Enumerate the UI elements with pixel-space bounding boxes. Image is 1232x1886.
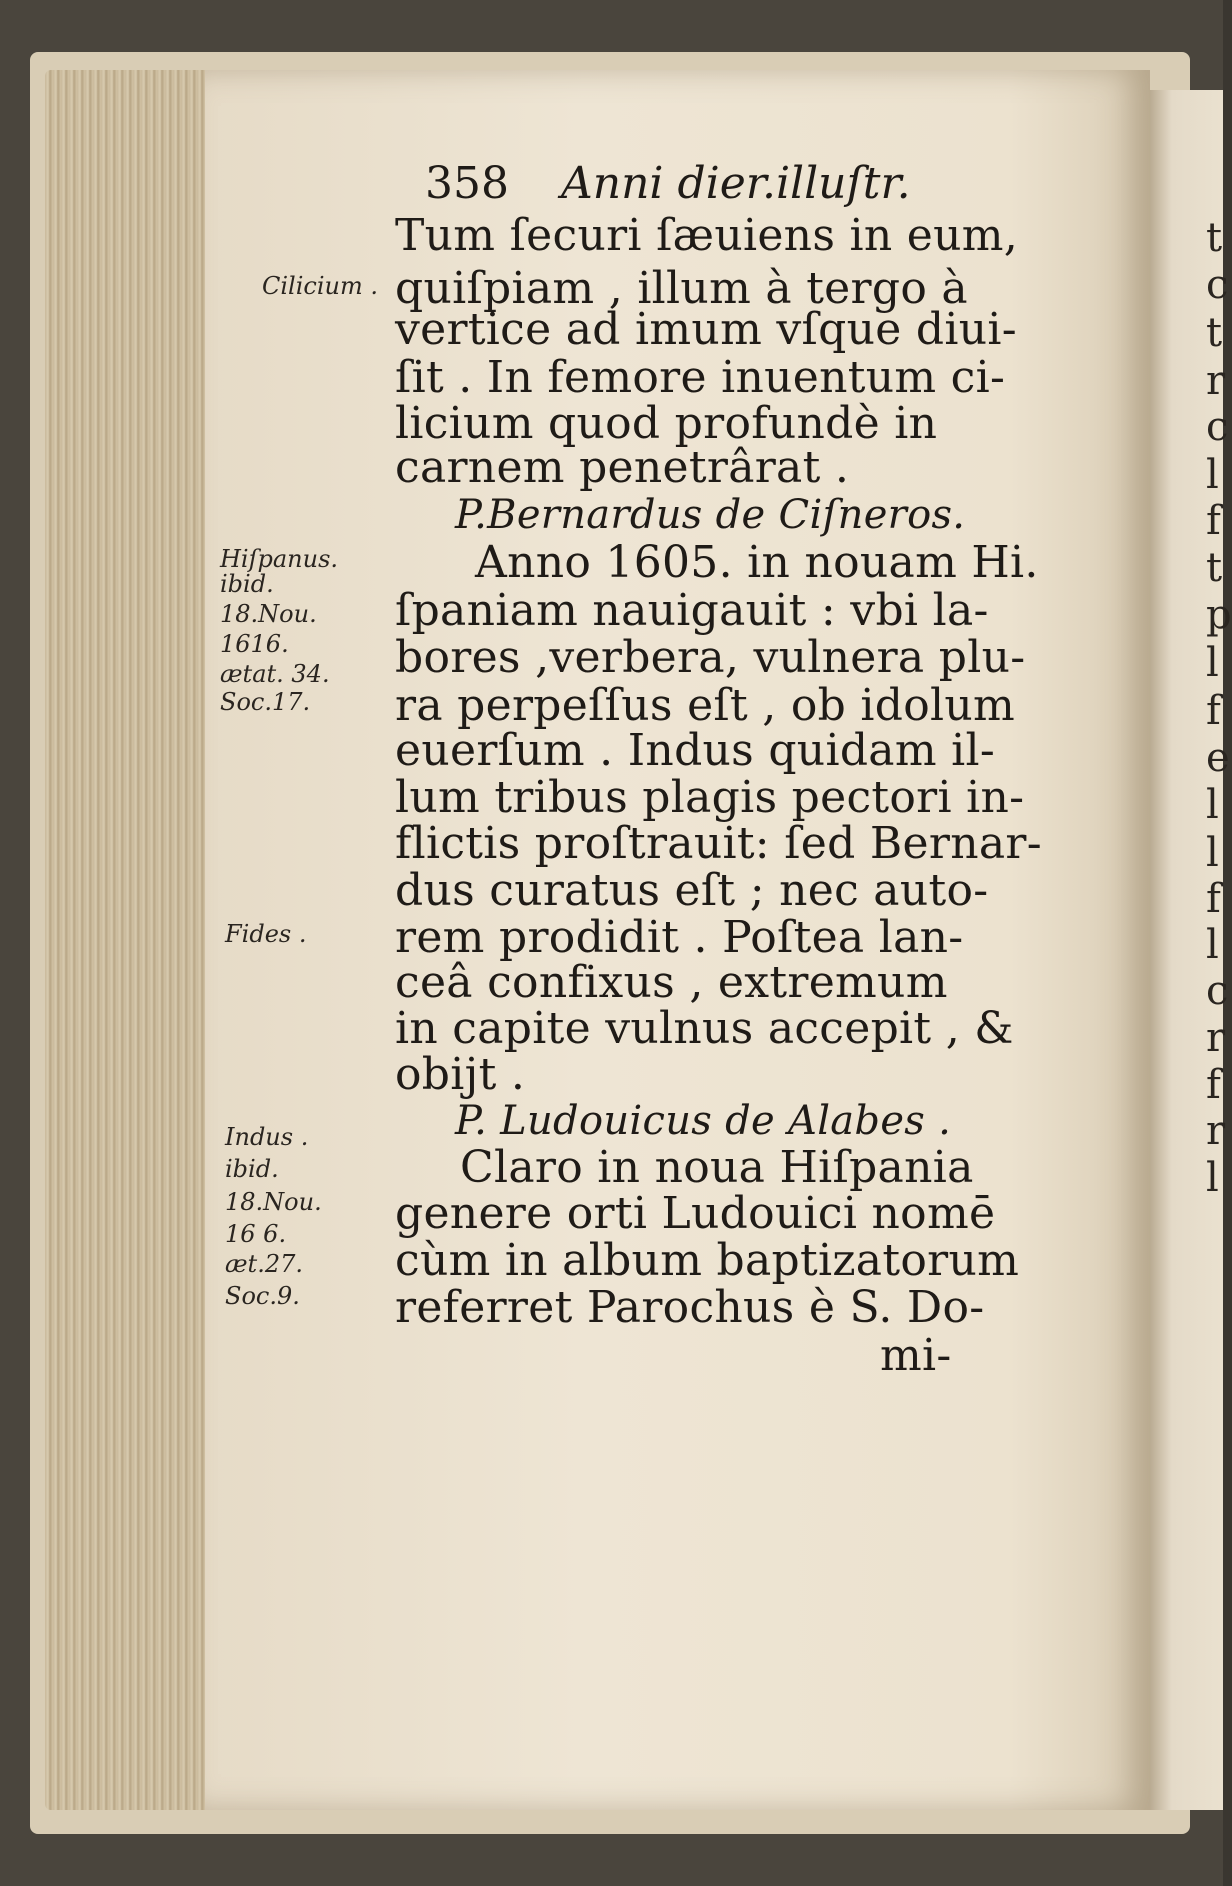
text-line: carnem penetrârat .	[395, 442, 850, 493]
text-line: flictis proſtrauit: ſed Bernar-	[395, 818, 1042, 869]
section-heading: P.Bernardus de Ciſneros.	[455, 492, 966, 538]
margin-note: Indus .	[225, 1123, 309, 1151]
text-line: ſit . In femore inuentum ci-	[395, 352, 1006, 403]
text-line: in capite vulnus accepit , &	[395, 1003, 1014, 1054]
margin-note: 18.Nou.	[225, 1188, 322, 1216]
facing-letter: l	[1206, 830, 1219, 876]
facing-letter: t	[1206, 215, 1223, 261]
margin-note: Fides .	[225, 920, 307, 948]
facing-letter: c	[1206, 262, 1229, 308]
margin-note: ibid.	[225, 1155, 279, 1183]
margin-note: Cilicium .	[262, 272, 378, 300]
facing-letter: l	[1206, 452, 1219, 498]
facing-letter: t	[1206, 310, 1223, 356]
facing-letter: r	[1206, 1108, 1226, 1154]
text-line: cùm in album baptizatorum	[395, 1235, 1020, 1286]
text-line: Claro in noua Hiſpania	[460, 1142, 974, 1193]
text-line: euerſum . Indus quidam il-	[395, 725, 996, 776]
facing-letter: l	[1206, 922, 1219, 968]
margin-note: ætat. 34.	[220, 660, 330, 688]
facing-letter: c	[1206, 968, 1229, 1014]
text-line: Anno 1605. in nouam Hi.	[475, 537, 1039, 588]
margin-note: 1616.	[220, 630, 289, 658]
facing-letter: r	[1206, 358, 1226, 404]
text-line: ſpaniam nauigauit : vbi la-	[395, 585, 989, 636]
running-header	[425, 158, 911, 209]
margin-note: ibid.	[220, 570, 274, 598]
margin-note: Soc.9.	[225, 1282, 300, 1310]
text-line: referret Parochus è S. Do-	[395, 1282, 985, 1333]
page-number: 358	[425, 158, 509, 209]
text-line: Tum ſecuri ſæuiens in eum,	[395, 210, 1019, 261]
facing-letter: l	[1206, 1155, 1219, 1201]
facing-letter: f	[1206, 1062, 1221, 1108]
text-line: dus curatus eſt ; nec auto-	[395, 865, 989, 916]
facing-letter: e	[1206, 735, 1230, 781]
text-line: lum tribus plagis pectori in-	[395, 772, 1025, 823]
text-line: ra perpeſſus eſt , ob idolum	[395, 680, 1016, 731]
facing-letter: r	[1206, 1015, 1226, 1061]
text-line: rem prodidit . Poſtea lan-	[395, 912, 964, 963]
running-title: Anni dier.illuſtr.	[560, 158, 911, 209]
text-line: licium quod profundè in	[395, 398, 938, 449]
facing-letter: f	[1206, 498, 1221, 544]
margin-note: æt.27.	[225, 1250, 303, 1278]
text-line: vertice ad imum vſque diui-	[395, 304, 1017, 355]
facing-letter: p	[1206, 592, 1232, 638]
section-heading: P. Ludouicus de Alabes .	[455, 1098, 952, 1144]
text-line: genere orti Ludouici nomē	[395, 1188, 996, 1239]
margin-note: 18.Nou.	[220, 600, 317, 628]
facing-letter: l	[1206, 782, 1219, 828]
facing-letter: t	[1206, 545, 1223, 591]
margin-note: Hiſpanus.	[220, 545, 339, 573]
text-line: obijt .	[395, 1049, 526, 1100]
facing-letter: f	[1206, 876, 1221, 922]
text-line: ceâ confixus , extremum	[395, 957, 948, 1008]
facing-letter: c	[1206, 404, 1229, 450]
facing-letter: f	[1206, 688, 1221, 734]
catchword: mi-	[880, 1330, 952, 1381]
facing-letter: l	[1206, 640, 1219, 686]
text-line: quiſpiam , illum à tergo à	[395, 263, 968, 314]
margin-note: Soc.17.	[220, 688, 311, 716]
text-line: bores ,verbera, vulnera plu-	[395, 632, 1026, 683]
margin-note: 16 6.	[225, 1220, 287, 1248]
page-edges	[45, 70, 215, 1810]
